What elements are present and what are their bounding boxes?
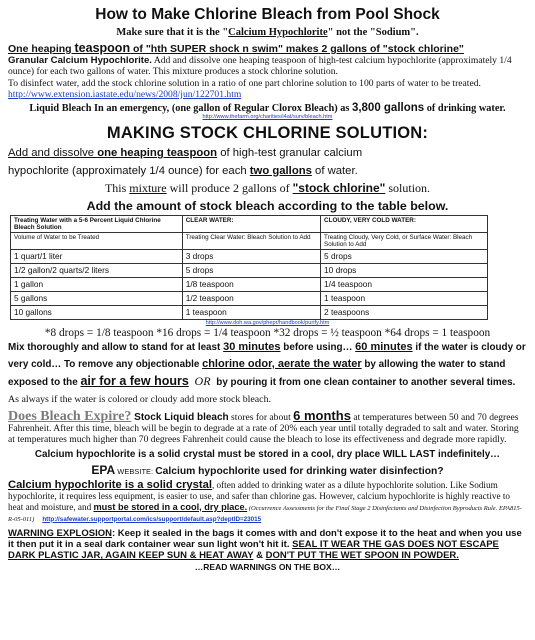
- expire-paragraph: [8, 407, 527, 446]
- mix-h: by allowing the water to stand exposed to the: [8, 358, 506, 388]
- table-cell: 3 drops: [182, 249, 320, 263]
- intro-disinfect: [8, 78, 527, 101]
- crystal-d: (Occurrence Assessments for the Final Stage 2 Disinfectants and Disinfection Byproducts Rule. EPA815-R-05-011): [8, 504, 522, 523]
- bleach-table: [10, 215, 488, 320]
- table-header-row: [11, 215, 488, 232]
- table-header-cloudy: CLOUDY, VERY COLD WATER:: [321, 215, 488, 232]
- stock-l2a: hypochlorite (approximately 1/4 ounce) for each: [8, 164, 250, 177]
- table-cell: 1/2 gallon/2 quarts/2 liters: [11, 263, 183, 277]
- table-cell: 1 gallon: [11, 277, 183, 291]
- table-cell: 2 teaspoons: [321, 305, 488, 319]
- mix-b: 30 minutes: [223, 340, 281, 353]
- safewater-link[interactable]: http://safewater.supportportal.com/ics/support/default.asp?deptID=23015: [42, 515, 262, 523]
- crystal-a: Calcium hypochlorite is a solid crystal: [8, 478, 212, 491]
- expire-heading: Does Bleach Expire?: [8, 408, 132, 424]
- table-heading: Add the amount of stock bleach according to the table below.: [86, 198, 449, 213]
- mix-d: 60 minutes: [355, 340, 413, 353]
- table-cell: 1/8 teaspoon: [182, 277, 320, 291]
- expire-d: at temperatures between 50 and 70 degrees Fahrenheit. After this time, bleach will be begin to degrade at a rate of 20% each year until totally degraded to salt and water. Storing at temperatures much higher than 70 degrees Fahrenheit could cause the bleach to lose its effectiveness and degrade more rapidly.: [8, 411, 519, 446]
- subtitle: [8, 27, 527, 38]
- stock-l3a: This: [104, 181, 130, 196]
- mix-f: … To remove any objectionable: [51, 358, 203, 370]
- stock-line-2: [8, 163, 527, 181]
- mix-i: air for a few hours: [80, 373, 189, 388]
- subtitle-pre: Make sure that it is the ": [116, 27, 229, 38]
- table-cell: 5 drops: [321, 249, 488, 263]
- bleach-source: [8, 114, 527, 120]
- read-warnings: …READ WARNINGS ON THE BOX…: [194, 561, 341, 572]
- stock-l3c: will produce 2 gallons of: [166, 181, 293, 196]
- table-cell: 5 gallons: [11, 291, 183, 305]
- intro-p4d: of drinking water.: [424, 103, 506, 115]
- stock-line-1: [8, 145, 527, 163]
- crystal-b: , often added to drinking water as a dilute hypochlorite solution. Like Sodium hypochlorite, it requires less equipment, is easier to use, and safer than chlorine gas. However, calcium hypochlorite is highly reactive to heat and moisture, and: [8, 479, 510, 512]
- mix-c: before using…: [280, 341, 356, 353]
- intro-liquid-bleach: [8, 102, 527, 114]
- table-row: [11, 249, 488, 263]
- stock-l1b: one heaping teaspoon: [97, 147, 218, 160]
- stock-l2b: two gallons: [249, 164, 312, 177]
- epa-b: WEBSITE:: [115, 466, 156, 476]
- table-row: [11, 263, 488, 277]
- stock-heading: MAKING STOCK CHLORINE SOLUTION:: [106, 124, 429, 143]
- subtitle-post: " not the "Sodium".: [327, 27, 419, 38]
- thefarm-link[interactable]: http://www.thefarm.org/charities/i4at/surv/bleach.htm: [202, 114, 333, 121]
- intro-granular: [8, 55, 527, 78]
- solid-crystal-note: Calcium hypochlorite is a solid crystal must be stored in a cool, dry place WILL LAST indefinitely…: [34, 448, 501, 460]
- expire-b: stores for about: [228, 411, 294, 423]
- stock-line-3: [8, 180, 527, 198]
- intro-p2b: Add and dissolve one heaping teaspoon of high-test calcium hypochlorite (approximately 1/4 ounce) for each two gallons of water. This mixture produces a stock chlorine solution.: [8, 55, 512, 78]
- table-row: [11, 291, 488, 305]
- intro-p4a: Liquid Bleach: [29, 103, 92, 115]
- intro-p4b: In an emergency, (one gallon of Regular Clorox Bleach) as: [91, 103, 352, 115]
- table-subheader-volume: Volume of Water to be Treated: [11, 232, 183, 249]
- table-subheader-clear: Treating Clear Water: Bleach Solution to Add: [182, 232, 320, 249]
- table-row: [11, 277, 488, 291]
- intro-p1c: of "hth SUPER shock n swim": [130, 43, 286, 55]
- mix-e: if the water is cloudy or very cold: [8, 341, 526, 370]
- table-subheader-row: [11, 232, 488, 249]
- intro-p1a: One heaping: [8, 43, 75, 55]
- table-cell: 10 drops: [321, 263, 488, 277]
- page-title: How to Make Chlorine Bleach from Pool Shock: [95, 6, 440, 23]
- table-cell: 5 drops: [182, 263, 320, 277]
- stock-l1a: Add and dissolve: [8, 147, 98, 160]
- table-cell: 1 teaspoon: [321, 291, 488, 305]
- warning-d: &: [253, 550, 266, 562]
- mix-instructions: [8, 339, 527, 408]
- table-header-volume: Treating Water with a 5-6 Percent Liquid Chlorine Bleach Solution: [11, 215, 183, 232]
- table-header-clear: CLEAR WATER:: [182, 215, 320, 232]
- mix-k: by pouring it from one clean container to another several times.: [213, 376, 516, 388]
- mix-g: chlorine odor, aerate the water: [202, 357, 362, 370]
- intro-p4c: 3,800 gallons: [351, 102, 425, 115]
- expire-c: 6 months: [293, 407, 351, 423]
- table-cell: 1 teaspoon: [182, 305, 320, 319]
- warning-a: WARNING EXPLOSION: [8, 527, 112, 539]
- expire-a: Stock Liquid bleach: [131, 411, 229, 423]
- warning-e: DON'T PUT THE WET SPOON IN POWDER.: [265, 550, 459, 562]
- subtitle-highlight: Calcium Hypochlorite: [228, 27, 328, 38]
- crystal-paragraph: [8, 480, 527, 525]
- table-subheader-cloudy: Treating Cloudy, Very Cold, or Surface Water: Bleach Solution to Add: [321, 232, 488, 249]
- intro-p1d: makes: [285, 43, 319, 55]
- mix-or: OR: [194, 373, 211, 388]
- stock-l3b: mixture: [129, 181, 167, 196]
- table-cell: 1/4 teaspoon: [321, 277, 488, 291]
- table-row: [11, 305, 488, 319]
- intro-heaping-teaspoon: [8, 41, 527, 55]
- epa-a: EPA: [91, 462, 116, 477]
- stock-l2c: of water.: [311, 164, 358, 177]
- table-cell: 1 quart/1 liter: [11, 249, 183, 263]
- intro-p3: To disinfect water, add the stock chlorine solution in a ratio of one part chlorine solution to 100 parts of water to be treated.: [8, 77, 481, 89]
- table-cell: 1/2 teaspoon: [182, 291, 320, 305]
- warning-b: : Keep it sealed in the bags it comes with and don't expose it to the heat and when you use it then put it in a seal dark container wear sun light won't hit it.: [8, 527, 522, 550]
- intro-p1b: teaspoon: [74, 41, 131, 55]
- epa-c: Calcium hypochlorite used for drinking water disinfection?: [155, 465, 444, 477]
- mix-a: Mix thoroughly and allow to stand for at least: [8, 341, 224, 353]
- warning-paragraph: [8, 528, 527, 562]
- intro-p2a: Granular Calcium Hypochlorite.: [8, 55, 152, 66]
- table-cell: 10 gallons: [11, 305, 183, 319]
- stock-l3e: solution.: [385, 181, 431, 196]
- doh-link[interactable]: http://www.doh.wa.gov/phepr/handbook/purify.htm: [205, 319, 330, 326]
- drops-conversion: *8 drops = 1/8 teaspoon *16 drops = 1/4 teaspoon *32 drops = ½ teaspoon *64 drops = 1 teaspoon: [44, 326, 491, 339]
- epa-line: [8, 463, 527, 479]
- crystal-c: must be stored in a cool, dry place.: [93, 501, 248, 512]
- warning-c: SEAL IT WEAR THE GAS DOES NOT ESCAPE DARK PLASTIC JAR, AGAIN KEEP SUN & HEAT AWAY: [8, 538, 499, 562]
- table-source: [8, 320, 527, 326]
- extension-link[interactable]: http://www.extension.iastate.edu/news/2008/jun/122701.htm: [8, 88, 242, 100]
- intro-p1e: 2 gallons of "stock chlorine": [318, 43, 464, 55]
- mix-l: As always if the water is colored or cloudy add more stock bleach.: [8, 393, 271, 405]
- stock-l1c: of high-test granular calcium: [217, 147, 363, 160]
- stock-l3d: "stock chlorine": [292, 181, 386, 196]
